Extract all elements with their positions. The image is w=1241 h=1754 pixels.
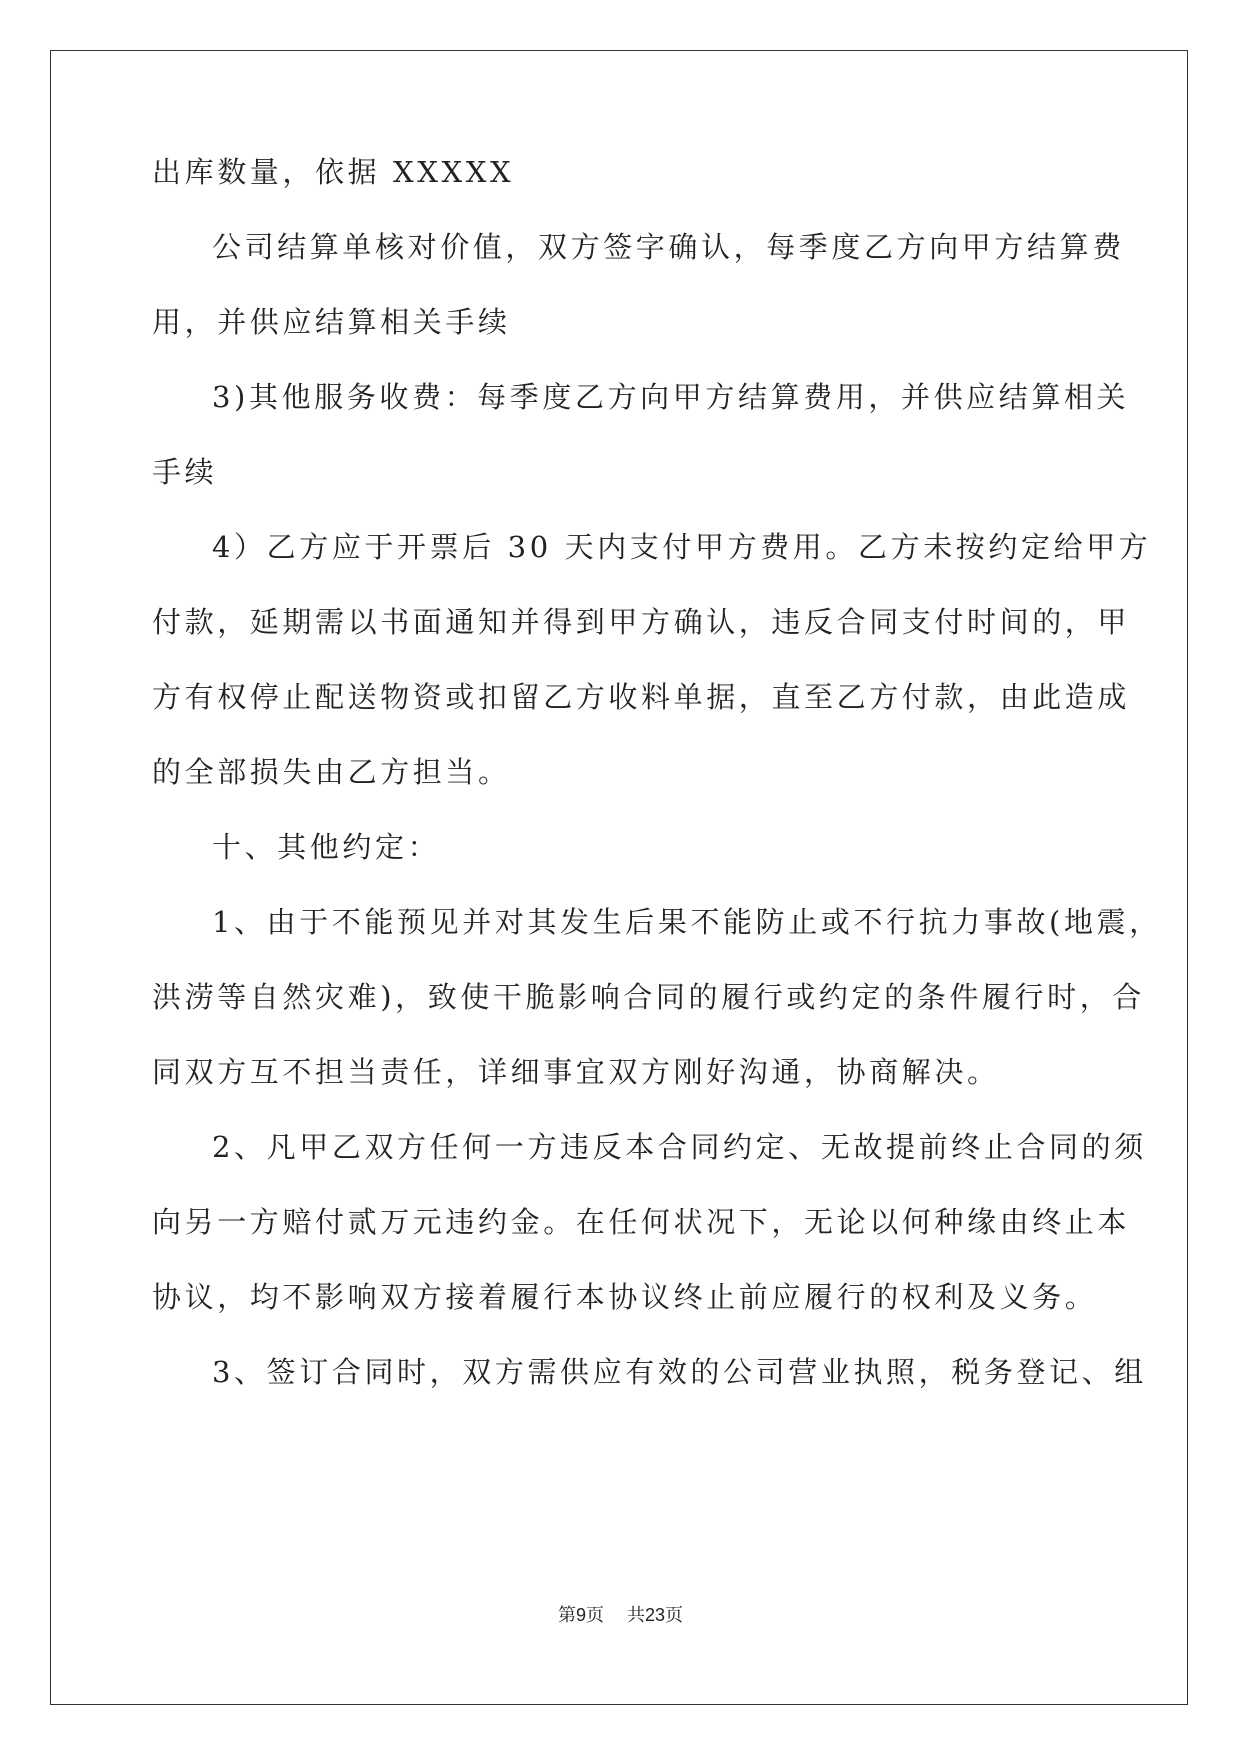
text-line: 1、由于不能预见并对其发生后果不能防止或不行抗力事故(地震， <box>212 905 1162 939</box>
text-line: 方有权停止配送物资或扣留乙方收料单据，直至乙方付款，由此造成 <box>152 680 1131 714</box>
page-footer <box>0 1603 1241 1628</box>
text-line: 用，并供应结算相关手续 <box>152 305 511 339</box>
text-line: 2、凡甲乙双方任何一方违反本合同约定、无故提前终止合同的须 <box>212 1130 1147 1164</box>
text-line: 3)其他服务收费：每季度乙方向甲方结算费用，并供应结算相关 <box>212 380 1130 414</box>
text-line: 付款，延期需以书面通知并得到甲方确认，违反合同支付时间的，甲 <box>152 605 1131 639</box>
text-line: 3、签订合同时，双方需供应有效的公司营业执照，税务登记、组 <box>212 1355 1147 1389</box>
text-line: 的全部损失由乙方担当。 <box>152 755 511 789</box>
text-line: 4）乙方应于开票后 30 天内支付甲方费用。乙方未按约定给甲方 <box>212 530 1152 564</box>
text-line: 出库数量，依据 XXXXX <box>152 155 515 189</box>
total-pages: 23 <box>644 1605 665 1625</box>
text-line: 协议，均不影响双方接着履行本协议终止前应履行的权利及义务。 <box>152 1280 1098 1314</box>
text-line: 手续 <box>152 455 218 489</box>
text-line: 洪涝等自然灾难)，致使干脆影响合同的履行或约定的条件履行时，合 <box>152 980 1145 1014</box>
page-prefix: 第 <box>558 1605 577 1626</box>
section-heading: 十、其他约定： <box>212 830 441 864</box>
text-line: 向另一方赔付贰万元违约金。在任何状况下，无论以何种缘由终止本 <box>152 1205 1131 1239</box>
page-suffix: 页 <box>586 1605 605 1626</box>
total-prefix: 共 <box>626 1605 645 1626</box>
page-number: 9 <box>576 1605 587 1625</box>
total-suffix: 页 <box>664 1605 683 1626</box>
page-border <box>50 50 1188 1705</box>
text-line: 公司结算单核对价值，双方签字确认，每季度乙方向甲方结算费 <box>212 230 1125 264</box>
text-line: 同双方互不担当责任，详细事宜双方刚好沟通，协商解决。 <box>152 1055 1000 1089</box>
